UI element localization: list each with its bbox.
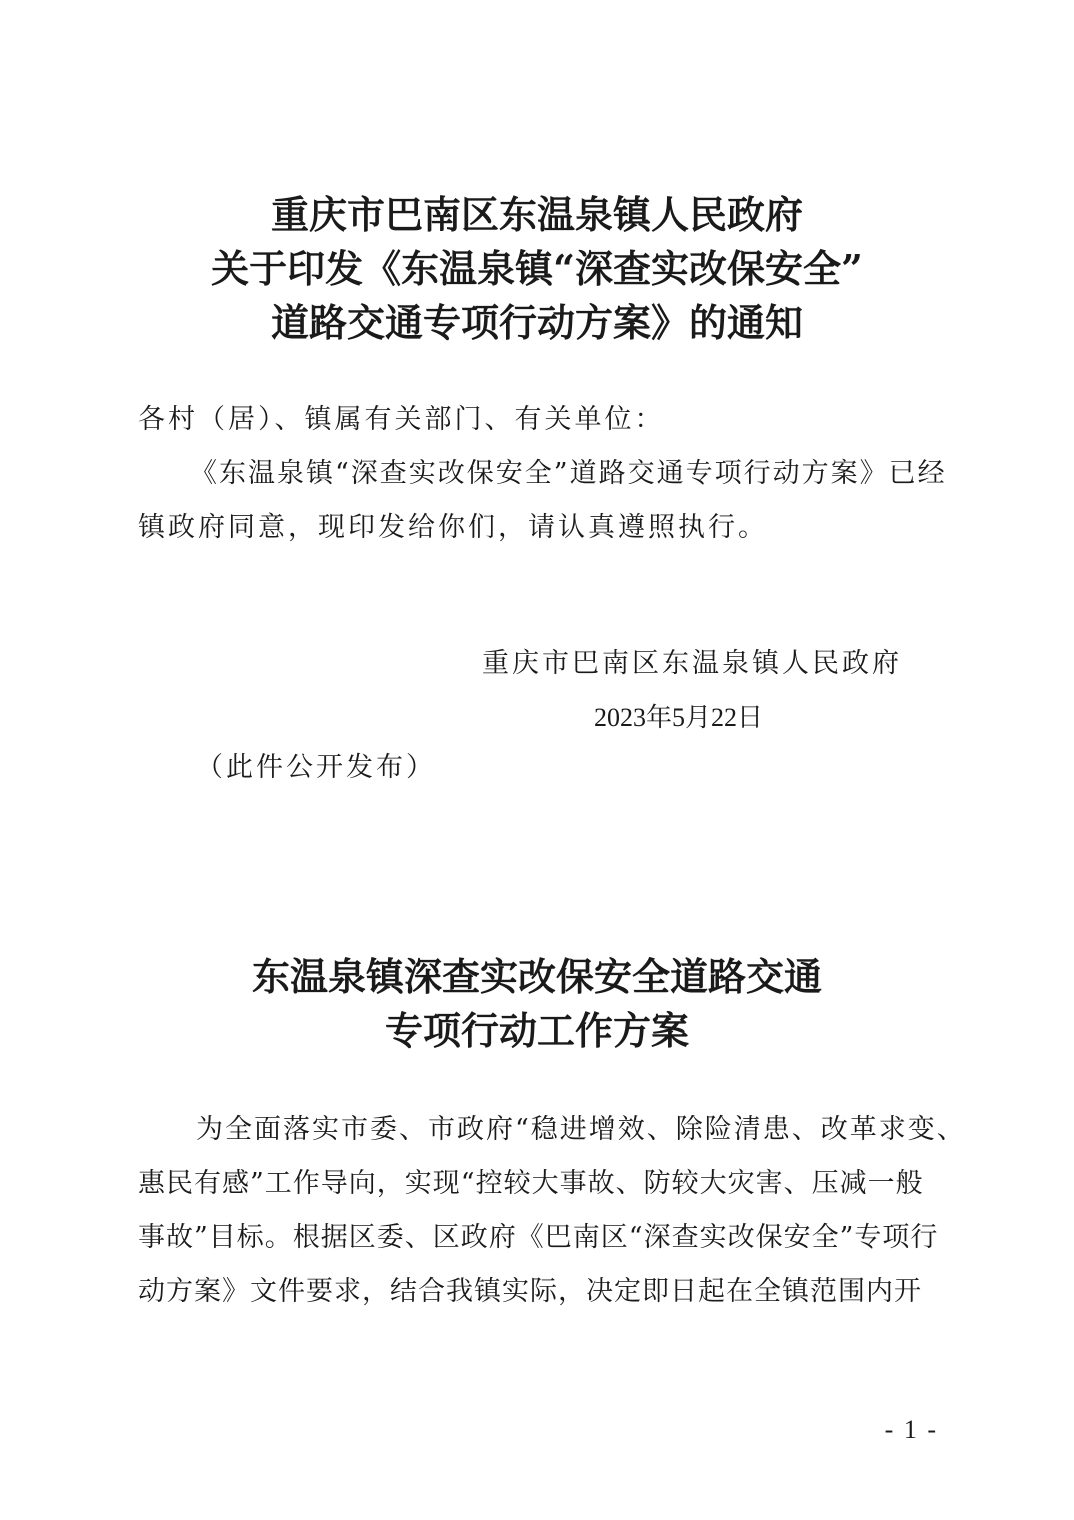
plan-title-line-2: 专项行动工作方案 <box>384 1008 689 1053</box>
plan-body-line-4: 动方案》文件要求，结合我镇实际，决定即日起在全镇范围内开 <box>138 1276 922 1307</box>
plan-body-line-3: 事故”目标。根据区委、区政府《巴南区“深查实改保安全”专项行 <box>138 1222 939 1253</box>
notice-body-line-1: 《东温泉镇“深查实改保安全”道路交通专项行动方案》已经 <box>190 458 947 489</box>
plan-title-line-1: 东温泉镇深查实改保安全道路交通 <box>251 954 822 999</box>
notice-title-line-3: 道路交通专项行动方案》的通知 <box>270 300 803 345</box>
notice-signature: 重庆市巴南区东温泉镇人民政府 <box>482 648 902 679</box>
notice-title-line-1: 重庆市巴南区东温泉镇人民政府 <box>270 192 803 237</box>
notice-date: 2023年5月22日 <box>594 703 764 732</box>
plan-body-line-1: 为全面落实市委、市政府“稳进增效、除险清患、改革求变、 <box>196 1114 966 1145</box>
notice-body-line-2: 镇政府同意，现印发给你们，请认真遵照执行。 <box>138 512 768 543</box>
plan-body-line-2: 惠民有感”工作导向，实现“控较大事故、防较大灾害、压减一般 <box>138 1168 924 1199</box>
publication-note: （此件公开发布） <box>196 752 436 783</box>
page-number: - 1 - <box>884 1415 938 1444</box>
notice-title-line-2: 关于印发《东温泉镇“深查实改保安全” <box>211 246 863 291</box>
notice-recipients: 各村（居）、镇属有关部门、有关单位： <box>138 404 665 435</box>
